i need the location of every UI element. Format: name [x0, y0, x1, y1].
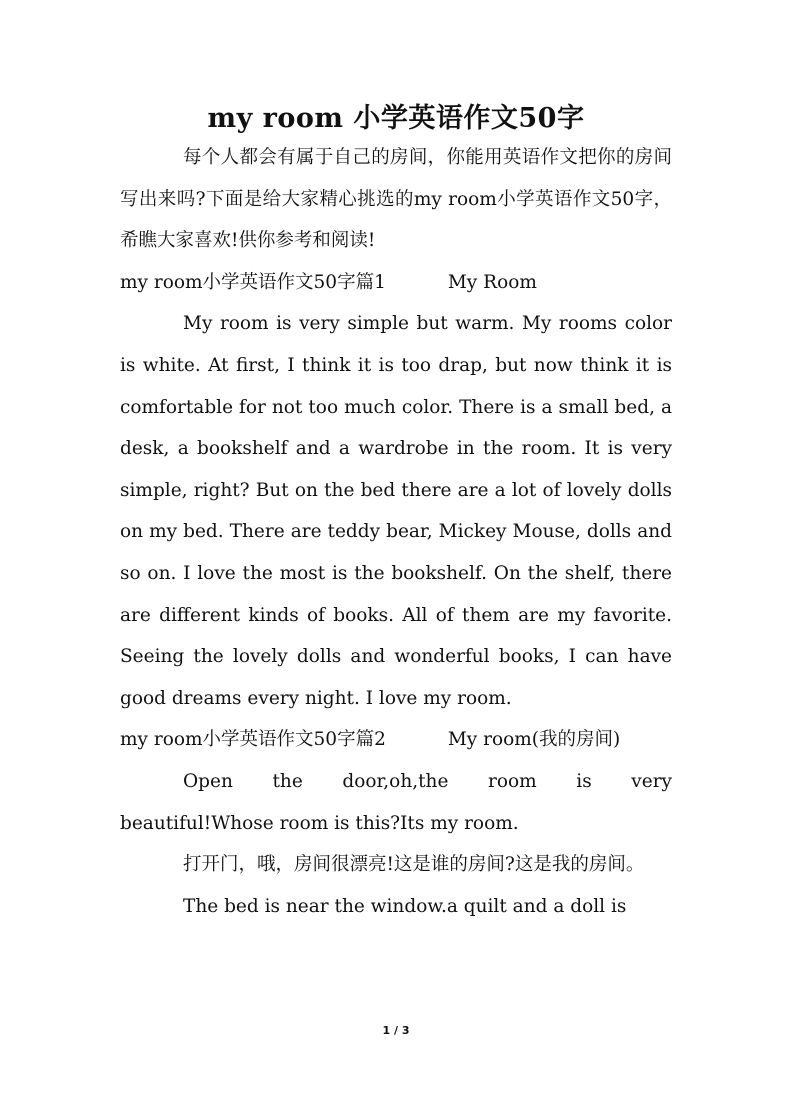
section-1-paragraph: My room is very simple but warm. My rooms color is white. At first, I think it is too drap, but now think it is comfortable for not too much color. There is a small bed, a desk, a bookshelf and a wardrobe in the room. It is very simple, right? But on the bed there are a lot of lovely dolls on my bed. There are teddy bear, Mickey Mouse, dolls and so on. I love the most is the bookshelf. On the shelf, there are different kinds of books. All of them are my favorite. Seeing the lovely dolls and wonderful books, I can have good dreams every night. I love my room.: [120, 313, 672, 709]
document-body: [120, 137, 672, 927]
section-2-paragraph-1-line-2: beautiful!Whose room is this?Its my room.: [120, 812, 519, 834]
section-2-paragraph-1-line-1: Open the door,oh,the room is very: [183, 770, 672, 792]
page-number: 1 / 3: [382, 1024, 410, 1037]
intro-paragraph: 每个人都会有属于自己的房间，你能用英语作文把你的房间写出来吗?下面是给大家精心挑选的my room小学英语作文50字，希瞧大家喜欢!供你参考和阅读!: [120, 147, 672, 252]
section-2-subtitle: My room(我的房间): [447, 729, 621, 751]
document-title: my room 小学英语作文50字: [207, 103, 585, 134]
section-2-paragraph-2: 打开门，哦，房间很漂亮!这是谁的房间?这是我的房间。: [183, 854, 645, 876]
section-2-heading: [120, 719, 672, 761]
section-2-heading-text: my room小学英语作文50字篇2: [120, 729, 386, 751]
section-1-subtitle: My Room: [447, 271, 537, 293]
section-1-heading: [120, 262, 672, 304]
section-2-paragraph-3: The bed is near the window.a quilt and a doll is: [183, 895, 627, 917]
section-1-heading-text: my room小学英语作文50字篇1: [120, 271, 386, 293]
